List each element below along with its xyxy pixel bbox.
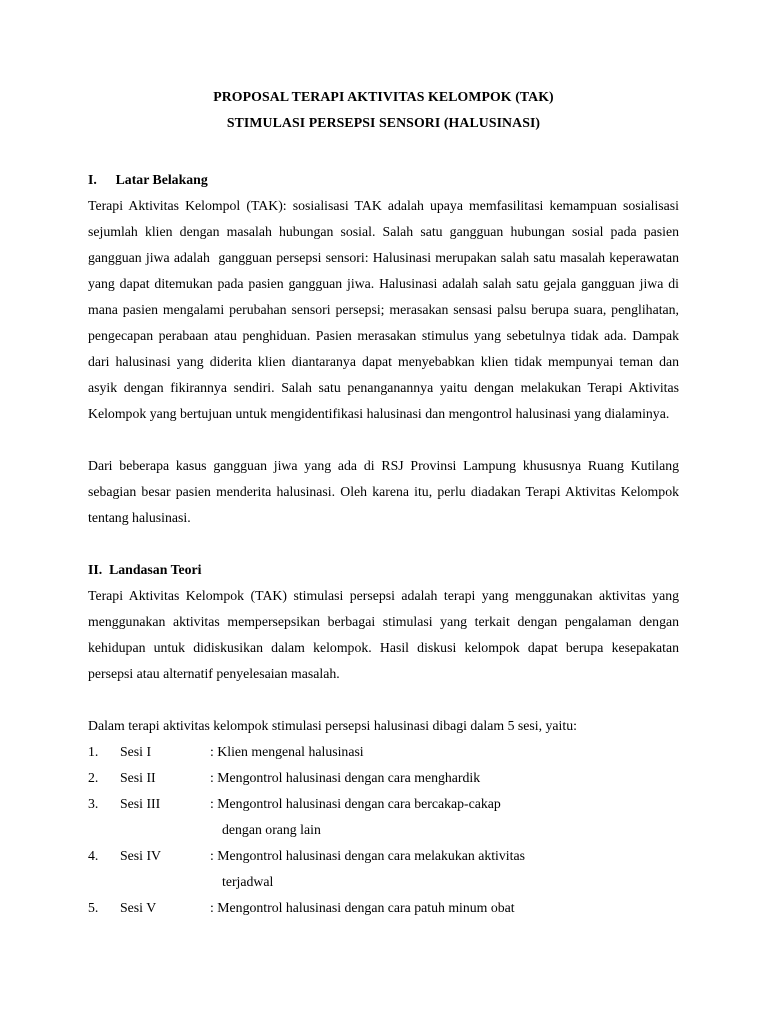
sesi-list: [88, 739, 679, 921]
sesi-description: : Klien mengenal halusinasi: [210, 744, 364, 759]
document-title: [88, 84, 679, 136]
sesi-row: [88, 765, 679, 791]
document-title-line-2: STIMULASI PERSEPSI SENSORI (HALUSINASI): [226, 115, 541, 130]
list-item: [88, 791, 679, 843]
sesi-label: Sesi V: [120, 900, 157, 915]
sesi-label: Sesi IV: [120, 848, 162, 863]
sesi-row: [88, 843, 679, 869]
list-item: [88, 843, 679, 895]
list-item: [88, 739, 679, 765]
document-title-line-1: PROPOSAL TERAPI AKTIVITAS KELOMPOK (TAK): [213, 89, 554, 104]
sesi-number: 3.: [88, 796, 99, 811]
list-item: [88, 895, 679, 921]
sesi-description: : Mengontrol halusinasi dengan cara menghardik: [210, 770, 481, 785]
sesi-label: Sesi I: [120, 744, 152, 759]
sesi-description: : Mengontrol halusinasi dengan cara patuh minum obat: [210, 900, 515, 915]
list-item: [88, 765, 679, 791]
sesi-row: [88, 895, 679, 921]
sesi-description-continuation: terjadwal: [222, 874, 274, 889]
sesi-description: : Mengontrol halusinasi dengan cara melakukan aktivitas: [210, 848, 525, 863]
title-spacer: [88, 136, 679, 167]
document-body: [88, 84, 683, 921]
sesi-label: Sesi II: [120, 770, 156, 785]
section-heading-latar-belakang: I. Latar Belakang: [88, 172, 208, 187]
list-intro-spacer: [88, 687, 679, 713]
sesi-number: 4.: [88, 848, 99, 863]
paragraph-landasan-teori-1: Terapi Aktivitas Kelompok (TAK) stimulasi persepsi adalah terapi yang menggunakan aktivitas yang menggunakan aktivitas mempersepsikan berbagai stimulasi yang terkait dengan pengalaman dengan kehidupan untuk didiskusikan dalam kelompok. Hasil diskusi kelompok dapat berupa kesepakatan persepsi atau alternatif penyelesaian masalah.: [88, 588, 683, 681]
sesi-description: : Mengontrol halusinasi dengan cara bercakap-cakap: [210, 796, 501, 811]
sesi-description-continuation: dengan orang lain: [222, 822, 321, 837]
list-intro-text: Dalam terapi aktivitas kelompok stimulasi persepsi halusinasi dibagi dalam 5 sesi, yaitu:: [88, 718, 577, 733]
sesi-number: 1.: [88, 744, 99, 759]
sesi-row: [88, 739, 679, 765]
sesi-number: 5.: [88, 900, 99, 915]
sesi-row: [88, 791, 679, 817]
sesi-label: Sesi III: [120, 796, 161, 811]
paragraph-latar-belakang-1: Terapi Aktivitas Kelompol (TAK): sosialisasi TAK adalah upaya memfasilitasi kemampuan sosialisasi sejumlah klien dengan masalah hubungan sosial. Salah satu gangguan hubungan sosial pada pasien gangguan jiwa adalah gangguan persepsi sensori: Halusinasi merupakan salah satu masalah keperawatan yang dapat ditemukan pada pasien gangguan jiwa. Halusinasi adalah salah satu gejala gangguan jiwa di mana pasien mengalami perubahan sensori persepsi; merasakan sensasi palsu berupa suara, penglihatan, pengecapan perabaan atau penghiduan. Pasien merasakan stimulus yang sebetulnya tidak ada. Dampak dari halusinasi yang diderita klien diantaranya dapat menyebabkan klien tidak mempunyai teman dan asyik dengan fikirannya sendiri. Salah satu penanganannya yaitu dengan melakukan Terapi Aktivitas Kelompok yang bertujuan untuk mengidentifikasi halusinasi dan mengontrol halusinasi yang dialaminya.: [88, 198, 683, 421]
paragraph-spacer-1: [88, 427, 679, 453]
paragraph-spacer-2: [88, 531, 679, 557]
paragraph-latar-belakang-2: Dari beberapa kasus gangguan jiwa yang ada di RSJ Provinsi Lampung khususnya Ruang Kutilang sebagian besar pasien menderita halusinasi. Oleh karena itu, perlu diadakan Terapi Aktivitas Kelompok tentang halusinasi.: [88, 458, 683, 525]
section-heading-landasan-teori: II. Landasan Teori: [88, 562, 202, 577]
sesi-number: 2.: [88, 770, 99, 785]
